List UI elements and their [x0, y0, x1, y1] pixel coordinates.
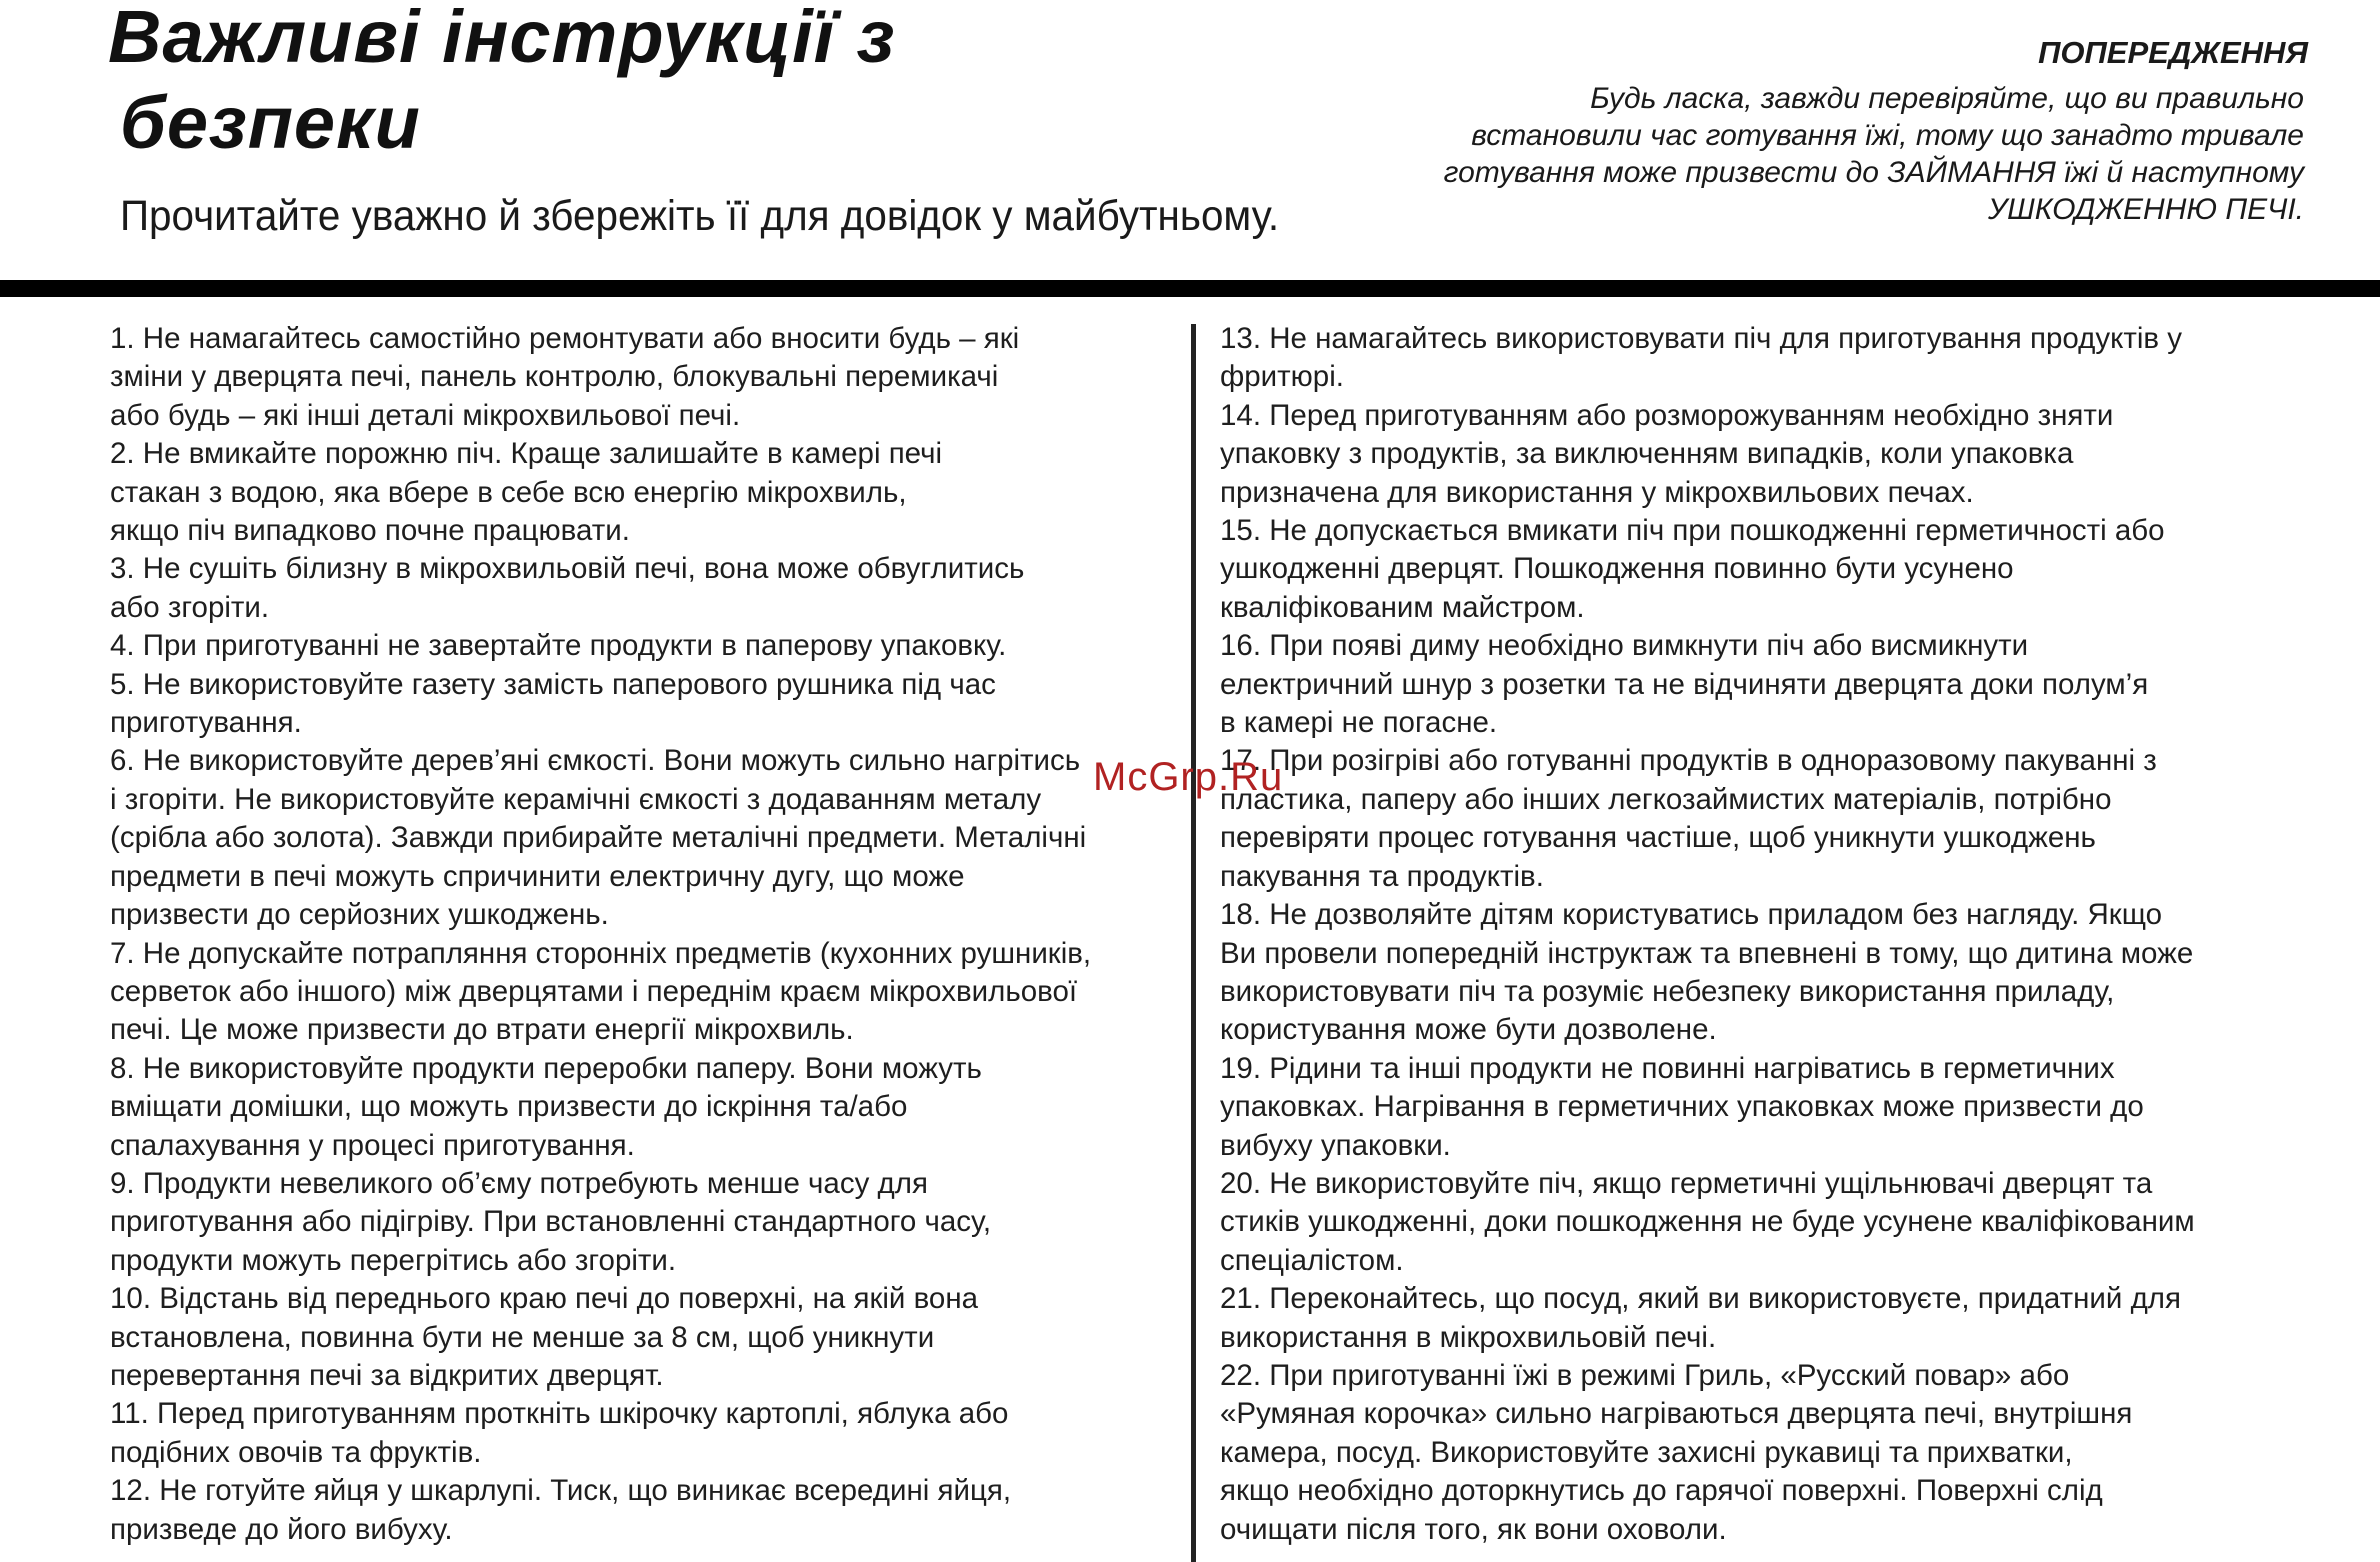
instruction-line: пакування та продуктів. [1220, 859, 1544, 893]
instruction-line: 21. Переконайтесь, що посуд, який ви використовуєте, придатний для [1220, 1282, 2181, 1316]
instruction-line: 9. Продукти невеликого об’єму потребують менше часу для [110, 1166, 928, 1200]
instruction-line: ушкодженні дверцят. Пошкодження повинно бути усунено [1220, 552, 2014, 586]
instruction-line: користування може бути дозволене. [1220, 1013, 1717, 1047]
instruction-line: якщо піч випадково почне працювати. [110, 514, 630, 548]
instruction-line: (срібла або золота). Завжди прибирайте металічні предмети. Металічні [110, 821, 1087, 855]
instructions-right-column [1220, 320, 2350, 1549]
instruction-line: і згоріти. Не використовуйте керамічні ємкості з додаванням металу [110, 782, 1042, 816]
instruction-line: якщо необхідно доторкнутись до гарячої поверхні. Поверхні слід [1220, 1474, 2103, 1508]
instruction-line: 14. Перед приготуванням або розморожуванням необхідно зняти [1220, 398, 2114, 432]
instructions-left-column [110, 320, 1185, 1549]
instruction-line: 22. При приготуванні їжі в режимі Гриль, «Русский повар» або [1220, 1358, 2070, 1392]
instruction-line: очищати після того, як вони оховоли. [1220, 1512, 1727, 1546]
instruction-line: 18. Не дозволяйте дітям користуватись приладом без нагляду. Якщо [1220, 898, 2163, 932]
instruction-line: Ви провели попередній інструктаж та впевнені в тому, що дитина може [1220, 936, 2194, 970]
instruction-line: призведе до його вибуху. [110, 1512, 453, 1546]
instruction-line: печі. Це може призвести до втрати енергії мікрохвиль. [110, 1013, 854, 1047]
instruction-line: вміщати домішки, що можуть призвести до іскріння та/або [110, 1090, 908, 1124]
instruction-line: фритюрі. [1220, 360, 1344, 394]
instruction-line: 15. Не допускається вмикати піч при пошкодженні герметичності або [1220, 514, 2165, 548]
instruction-line: кваліфікованим майстром. [1220, 590, 1585, 624]
page-title [108, 0, 896, 166]
instruction-line: серветок або іншого) між дверцятами і переднім краєм мікрохвильової [110, 974, 1078, 1008]
instruction-line: 5. Не використовуйте газету замість паперового рушника під час [110, 667, 996, 701]
instruction-line: використовувати піч та розуміє небезпеку використання приладу, [1220, 974, 2115, 1008]
instruction-line: перевіряти процес готування частіше, щоб уникнути ушкоджень [1220, 821, 2096, 855]
instruction-line: 17. При розігріві або готуванні продуктів в одноразовому пакуванні з [1220, 744, 2157, 778]
instruction-line: використання в мікрохвильовій печі. [1220, 1320, 1717, 1354]
instruction-line: встановлена, повинна бути не менше за 8 см, щоб уникнути [110, 1320, 935, 1354]
instruction-line: камера, посуд. Використовуйте захисні рукавиці та прихватки, [1220, 1435, 2073, 1469]
warning-line: встановили час готування їжі, тому що занадто тривале [1471, 119, 2304, 152]
instruction-line: 11. Перед приготуванням проткніть шкірочку картоплі, яблука або [110, 1397, 1009, 1431]
instruction-line: предмети в печі можуть спричинити електричну дугу, що може [110, 859, 965, 893]
warning-heading: ПОПЕРЕДЖЕННЯ [2038, 35, 2308, 70]
instruction-line: приготування або підігріву. При встановленні стандартного часу, [110, 1205, 992, 1239]
instruction-line: стакан з водою, яка вбере в себе всю енергію мікрохвиль, [110, 475, 907, 509]
instruction-line: 10. Відстань від переднього краю печі до поверхні, на якій вона [110, 1282, 979, 1316]
title-line-2: безпеки [120, 81, 421, 164]
instruction-line: 20. Не використовуйте піч, якщо герметичні ущільнювачі дверцят та [1220, 1166, 2153, 1200]
instruction-line: продукти можуть перегрітись або згоріти. [110, 1243, 677, 1277]
instruction-line: пластика, паперу або інших легкозаймистих матеріалів, потрібно [1220, 782, 2112, 816]
instruction-line: «Румяная корочка» сильно нагріваються дверцята печі, внутрішня [1220, 1397, 2133, 1431]
instruction-line: 3. Не сушіть білизну в мікрохвильовій печі, вона може обвуглитись [110, 552, 1025, 586]
column-divider [1191, 324, 1196, 1562]
instruction-line: 19. Рідини та інші продукти не повинні нагріватись в герметичних [1220, 1051, 2115, 1085]
instruction-line: 2. Не вмикайте порожню піч. Краще залишайте в камері печі [110, 437, 943, 471]
warning-line: Будь ласка, завжди перевіряйте, що ви правильно [1590, 82, 2304, 115]
page-subtitle: Прочитайте уважно й збережіть її для довідок у майбутньому. [120, 192, 1280, 240]
instruction-line: 12. Не готуйте яйця у шкарлупі. Тиск, що виникає всередині яйця, [110, 1474, 1012, 1508]
instruction-line: 13. Не намагайтесь використовувати піч для приготування продуктів у [1220, 322, 2183, 355]
instruction-line: 4. При приготуванні не завертайте продукти в паперову упаковку. [110, 629, 1007, 663]
instruction-line: перевертання печі за відкритих дверцят. [110, 1358, 664, 1392]
instruction-line: упаковках. Нагрівання в герметичних упаковках може призвести до [1220, 1090, 2144, 1124]
instruction-line: електричний шнур з розетки та не відчиняти дверцята доки полум’я [1220, 667, 2149, 701]
instruction-line: призначена для використання у мікрохвильових печах. [1220, 475, 1974, 509]
watermark: McGrp.Ru [1093, 755, 1284, 799]
instruction-line: в камері не погасне. [1220, 706, 1498, 740]
instruction-line: стиків ушкодженні, доки пошкодження не буде усунене кваліфікованим [1220, 1205, 2195, 1239]
instruction-line: 7. Не допускайте потрапляння сторонніх предметів (кухонних рушників, [110, 936, 1092, 970]
instruction-line: призвести до серйозних ушкоджень. [110, 898, 609, 932]
instruction-line: спалахування у процесі приготування. [110, 1128, 635, 1162]
header-divider [0, 280, 2380, 297]
warning-box [1328, 34, 2308, 228]
instruction-line: подібних овочів та фруктів. [110, 1435, 482, 1469]
warning-body [1328, 80, 2308, 228]
instruction-line: зміни у дверцята печі, панель контролю, блокувальні перемикачі [110, 360, 999, 394]
instruction-line: 8. Не використовуйте продукти переробки паперу. Вони можуть [110, 1051, 982, 1085]
instruction-line: або будь – які інші деталі мікрохвильової печі. [110, 398, 741, 432]
instruction-line: упаковку з продуктів, за виключенням випадків, коли упаковка [1220, 437, 2074, 471]
instruction-line: вибуху упаковки. [1220, 1128, 1451, 1162]
instruction-line: приготування. [110, 706, 302, 740]
warning-line: готування може призвести до ЗАЙМАННЯ їжі й наступному [1443, 156, 2304, 189]
instruction-line: 6. Не використовуйте дерев’яні ємкості. Вони можуть сильно нагрітись [110, 744, 1081, 778]
instruction-line: спеціалістом. [1220, 1243, 1404, 1277]
instruction-line: або згоріти. [110, 590, 270, 624]
instruction-line: 1. Не намагайтесь самостійно ремонтувати або вносити будь – які [110, 322, 1020, 355]
title-line-1: Важливі інструкції з [108, 0, 896, 78]
instruction-line: 16. При появі диму необхідно вимкнути піч або висмикнути [1220, 629, 2029, 663]
warning-line: УШКОДЖЕННЮ ПЕЧІ. [1987, 193, 2304, 226]
